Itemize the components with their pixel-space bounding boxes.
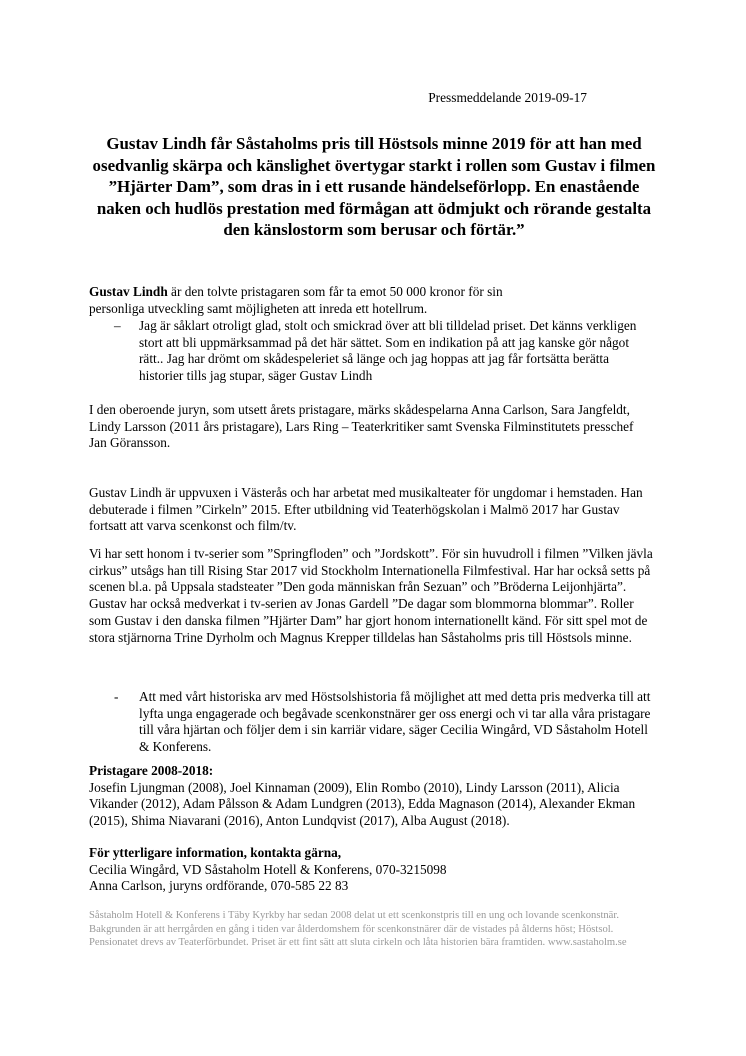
ceo-quote-text: Att med vårt historiska arv med Höstsolshistoria få möjlighet att med detta pris medverka till att lyfta unga engagerade och begåvade scenkonstnärer ger oss energi och vi tar alla våra pristagare till våra hjärtan och följer dem i sin karriär vidare, säger Cecilia Wingård, VD Såstaholm Hotell & Konferens. — [139, 689, 651, 755]
intro-paragraph — [89, 284, 559, 317]
quote-hyphen-marker: - — [114, 689, 119, 704]
headline: Gustav Lindh får Såstaholms pris till Höstsols minne 2019 för att han med osedvanlig skärpa och känslighet övertygar starkt i rollen som Gustav i filmen ”Hjärter Dam”, som dras in i ett rusande händelseförlopp. En enastående naken och hudlös prestation med förmågan att ödmjukt och rörande gestalta den känslostorm som berusar och förtär.” — [92, 134, 656, 239]
bio-paragraph-1: Gustav Lindh är uppvuxen i Västerås och har arbetat med musikalteater för ungdomar i hemstaden. Han debuterade i filmen ”Cirkeln” 2015. Efter utbildning vid Teaterhögskolan i Malmö 2017 har Gustav fortsatt att varva scenkonst och film/tv. — [89, 485, 643, 534]
winners-list: Josefin Ljungman (2008), Joel Kinnaman (2009), Elin Rombo (2010), Lindy Larsson (2011), Alicia Vikander (2012), Adam Pålsson & Adam Lundgren (2013), Edda Magnason (2014), Alexander Ekman (2015), Shima Niavarani (2016), Anton Lundqvist (2017), Alba August (2018). — [89, 779, 636, 829]
release-date: Pressmeddelande 2019-09-17 — [428, 90, 587, 105]
jury-paragraph: I den oberoende juryn, som utsett årets pristagare, märks skådespelarna Anna Carlson, Sara Jangfeldt, Lindy Larsson (2011 års pristagare), Lars Ring – Teaterkritiker samt Svenska Filminstitutets presschef Jan Göransson. — [89, 402, 634, 451]
bio-paragraph-2: Vi har sett honom i tv-serier som ”Springfloden” och ”Jordskott”. För sin huvudroll i filmen ”Vilken jävla cirkus” utsågs han till Rising Star 2017 vid Stockholm Internationella Filmfestival. Har har också setts på scenen bl.a. på Uppsala stadsteater ”Den goda människan från Sezuan” och ”Bröderna Leijonhjärta”. Gustav har också medverkat i tv-serien av Jonas Gardell ”De dagar som blommorna blommar”. Roller som Gustav i den danska filmen ”Hjärter Dam” har gjort honom internationellt känd. För sitt spel mot de stora stjärnorna Trine Dyrholm och Magnus Krepper tilldelas han Såstaholms pris till Höstsols minne. — [89, 546, 653, 645]
intro-text: är den tolvte pristagaren som får ta emot 50 000 kronor för sin personliga utveckling samt möjligheten att inreda ett hotellrum. — [89, 284, 503, 316]
footer-note: Såstaholm Hotell & Konferens i Täby Kyrkby har sedan 2008 delat ut ett scenkonstpris till en ung och lovande scenkonstnär. Bakgrunden är att herrgården en gång i tiden var ålderdomshem för scenkonstnärer där de vistades på ålderns höst; Höstsol. Pensionatet drevs av Teaterförbundet. Priset är ett fint sätt att sluta cirkeln och låta historien bära framtiden. www.sastaholm.se — [89, 910, 627, 949]
contact-heading: För ytterligare information, kontakta gärna, — [89, 845, 342, 860]
ceo-quote — [114, 689, 660, 756]
winners-section — [89, 763, 661, 830]
winners-heading: Pristagare 2008-2018: — [89, 763, 214, 778]
winner-quote-text: Jag är såklart otroligt glad, stolt och smickrad över att bli tilldelad priset. Det känns verkligen stort att bli uppmärksammad på det här sättet. Som en indikation på att jag kanske gör något rätt.. Jag har drömt om skådespeleriet så länge och jag hoppas att jag får fortsätta berätta historier tills jag stupar, säger Gustav Lindh — [139, 318, 637, 384]
quote-dash-marker: – — [114, 318, 121, 333]
winner-name: Gustav Lindh — [89, 284, 168, 299]
contact-section — [89, 845, 659, 895]
winner-quote — [114, 318, 652, 385]
contact-line-jury: Anna Carlson, juryns ordförande, 070-585 22 83 — [89, 878, 349, 894]
contact-line-ceo: Cecilia Wingård, VD Såstaholm Hotell & Konferens, 070-3215098 — [89, 861, 447, 877]
